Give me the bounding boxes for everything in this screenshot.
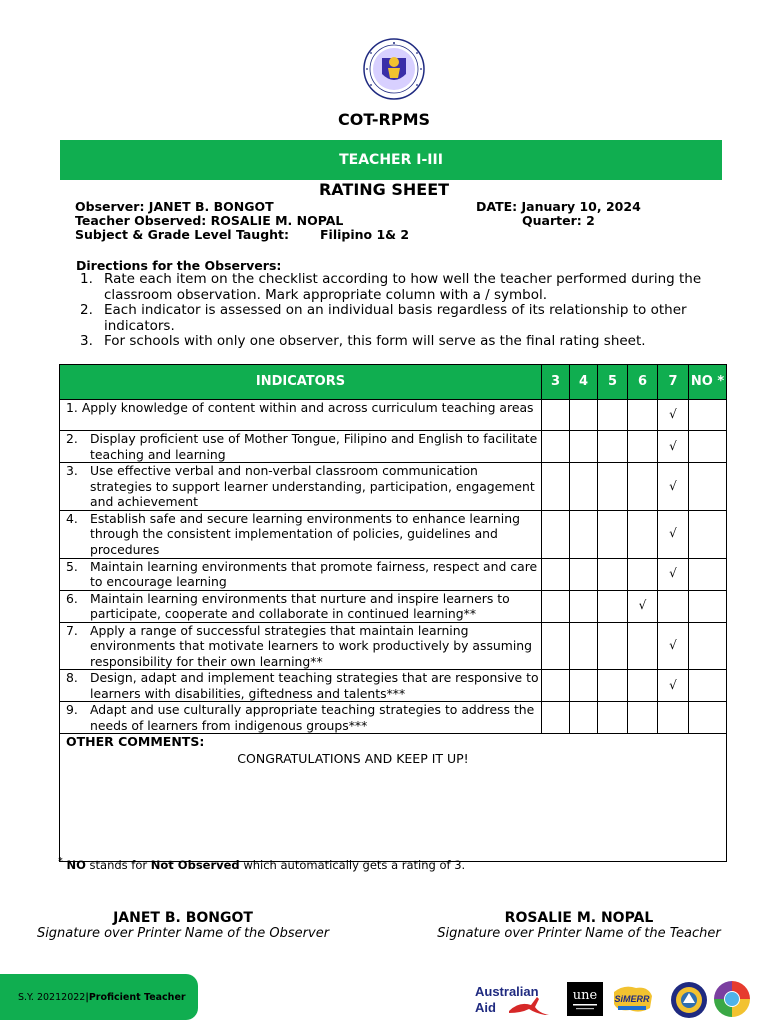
badge-separator: | — [85, 991, 89, 1003]
svg-text:SiMERR: SiMERR — [614, 994, 650, 1004]
australian-aid-logo — [475, 983, 555, 1017]
indicator-cell — [60, 510, 542, 558]
rating-cell-6 — [628, 670, 658, 702]
school-year: S.Y. 20212022 — [18, 991, 86, 1003]
indicator-cell — [60, 431, 542, 463]
header-indicators: INDICATORS — [60, 365, 542, 400]
indicator-cell — [60, 670, 542, 702]
rating-cell-no — [689, 510, 727, 558]
svg-text:une: une — [572, 988, 598, 1003]
indicator-text: Adapt and use culturally appropriate teaching strategies to address the needs of learners from indigenous groups*** — [90, 702, 535, 733]
rating-cell-4 — [570, 400, 598, 431]
rating-cell-5 — [598, 590, 628, 622]
rating-cell-5 — [598, 558, 628, 590]
rating-cell-7 — [658, 670, 689, 702]
rating-cell-no — [689, 463, 727, 511]
rating-cell-7 — [658, 400, 689, 431]
footnote-text-2: which automatically gets a rating of 3. — [239, 857, 466, 872]
indicator-number: 3. — [66, 463, 78, 478]
header-score-6: 6 — [628, 365, 658, 400]
rating-table — [59, 364, 727, 862]
rating-cell-5 — [598, 622, 628, 670]
rating-cell-3 — [542, 670, 570, 702]
footnote-no: NO — [66, 857, 86, 872]
comments-label: OTHER COMMENTS: — [66, 734, 205, 749]
rating-cell-7 — [658, 431, 689, 463]
rating-cell-6 — [628, 510, 658, 558]
rating-sheet-title: RATING SHEET — [318, 180, 450, 199]
footnote-star: * — [58, 856, 63, 867]
footnote-text-1: stands for — [85, 857, 151, 872]
footnote — [58, 856, 465, 872]
rating-cell-5 — [598, 670, 628, 702]
indicator-cell — [60, 702, 542, 734]
table-row — [60, 400, 727, 431]
teacher-role: Signature over Printer Name of the Teacher — [437, 926, 721, 941]
rating-cell-5 — [598, 400, 628, 431]
rating-cell-no — [689, 590, 727, 622]
teacher-name: ROSALIE M. NOPAL — [504, 910, 654, 926]
check-mark: √ — [669, 566, 677, 581]
indicator-number: 1. — [66, 400, 78, 415]
rating-cell-3 — [542, 702, 570, 734]
indicator-text: Apply knowledge of content within and across curriculum teaching areas — [81, 400, 534, 415]
rating-cell-7 — [658, 463, 689, 511]
rating-cell-3 — [542, 558, 570, 590]
indicator-number: 7. — [66, 622, 78, 638]
rating-cell-3 — [542, 510, 570, 558]
header-score-3: 3 — [542, 365, 570, 400]
direction-number: 2. — [80, 302, 93, 318]
rating-cell-4 — [570, 590, 598, 622]
check-mark: √ — [669, 407, 677, 422]
rating-cell-7 — [658, 590, 689, 622]
une-university-logo — [567, 982, 603, 1016]
rating-cell-3 — [542, 463, 570, 511]
indicator-text: Maintain learning environments that promote fairness, respect and care to encourage learning — [90, 558, 538, 589]
svg-text:Aid: Aid — [475, 1000, 496, 1015]
indicator-cell — [60, 622, 542, 670]
rating-cell-no — [689, 558, 727, 590]
indicator-text: Maintain learning environments that nurture and inspire learners to participate, cooperate and collaborate in continued learning** — [90, 590, 510, 621]
comments-text: CONGRATULATIONS AND KEEP IT UP! — [237, 750, 469, 766]
table-row — [60, 622, 727, 670]
check-mark: √ — [669, 677, 677, 692]
rating-cell-no — [689, 702, 727, 734]
rating-cell-5 — [598, 510, 628, 558]
teacher-observed-line: Teacher Observed: ROSALIE M. NOPAL — [75, 213, 344, 228]
deped-seal-logo — [356, 38, 432, 100]
indicator-number: 6. — [66, 590, 78, 606]
header-not-observed: NO * — [689, 365, 727, 400]
table-row — [60, 670, 727, 702]
table-row — [60, 431, 727, 463]
rating-cell-3 — [542, 622, 570, 670]
indicator-text: Use effective verbal and non-verbal classroom communication strategies to support learner understanding, participation, engagement and achievement — [90, 463, 535, 509]
date-line: DATE: January 10, 2024 — [476, 199, 641, 214]
table-row — [60, 702, 727, 734]
indicator-cell — [60, 590, 542, 622]
rating-cell-6 — [628, 400, 658, 431]
rating-cell-5 — [598, 431, 628, 463]
direction-number: 1. — [80, 271, 93, 287]
svg-text:Australian: Australian — [475, 984, 539, 999]
header-score-7: 7 — [658, 365, 689, 400]
rating-cell-6 — [628, 622, 658, 670]
observer-name: JANET B. BONGOT — [113, 910, 253, 926]
direction-text: Rate each item on the checklist according to how well the teacher performed during the classroom observation. Mark appropriate column with a / symbol. — [104, 271, 702, 303]
indicator-text: Apply a range of successful strategies that maintain learning environments that motivate learners to work productively by assuming responsibility for their own learning** — [90, 622, 532, 669]
rating-cell-no — [689, 670, 727, 702]
rating-cell-4 — [570, 702, 598, 734]
check-mark: √ — [669, 478, 677, 493]
direction-number: 3. — [80, 333, 93, 349]
rating-cell-5 — [598, 463, 628, 511]
indicator-number: 5. — [66, 558, 78, 574]
teacher-level: Proficient Teacher — [88, 991, 186, 1003]
footnote-not-observed: Not Observed — [150, 857, 240, 872]
rating-cell-6 — [628, 590, 658, 622]
direction-text: For schools with only one observer, this form will serve as the final rating sheet. — [104, 333, 646, 349]
rating-cell-7 — [658, 622, 689, 670]
table-row — [60, 463, 727, 511]
teacher-signature — [419, 910, 739, 941]
school-seal-logo — [670, 981, 708, 1019]
indicator-text: Design, adapt and implement teaching strategies that are responsive to learners with disabilities, giftedness and talents*** — [90, 670, 539, 701]
simerr-logo — [610, 982, 654, 1016]
direction-item — [80, 303, 730, 334]
table-row — [60, 590, 727, 622]
subject-value: Filipino 1& 2 — [320, 227, 410, 242]
observer-signature — [23, 910, 343, 941]
directions-title: Directions for the Observers: — [76, 258, 282, 273]
indicator-number: 2. — [66, 431, 78, 446]
school-year-badge — [0, 974, 198, 1020]
check-mark: √ — [669, 438, 677, 453]
indicator-cell — [60, 463, 542, 511]
check-mark: √ — [638, 598, 647, 613]
quarter-line: Quarter: 2 — [522, 213, 595, 228]
indicator-number: 9. — [66, 702, 78, 717]
partner-circle-logo — [712, 979, 752, 1019]
check-mark: √ — [669, 526, 677, 541]
indicator-number: 4. — [66, 510, 78, 526]
rating-cell-6 — [628, 702, 658, 734]
rating-cell-3 — [542, 590, 570, 622]
rating-cell-5 — [598, 702, 628, 734]
rating-cell-4 — [570, 510, 598, 558]
indicator-text: Establish safe and secure learning environments to enhance learning through the consistent implementation of policies, guidelines and procedures — [90, 510, 520, 557]
rating-cell-6 — [628, 431, 658, 463]
directions-list — [80, 272, 730, 350]
rating-cell-4 — [570, 431, 598, 463]
rating-cell-3 — [542, 400, 570, 431]
indicator-text: Display proficient use of Mother Tongue, Filipino and English to facilitate teaching and learning — [90, 431, 538, 462]
rating-cell-6 — [628, 558, 658, 590]
rating-cell-no — [689, 622, 727, 670]
header-score-5: 5 — [598, 365, 628, 400]
subject-label: Subject & Grade Level Taught: — [75, 227, 290, 242]
indicator-cell — [60, 400, 542, 431]
direction-item — [80, 334, 730, 350]
rating-cell-4 — [570, 558, 598, 590]
table-row — [60, 558, 727, 590]
comments-cell — [60, 734, 727, 862]
rating-cell-4 — [570, 622, 598, 670]
indicator-number: 8. — [66, 670, 78, 685]
rating-cell-no — [689, 431, 727, 463]
rating-cell-7 — [658, 558, 689, 590]
indicator-cell — [60, 558, 542, 590]
observer-role: Signature over Printer Name of the Observer — [36, 926, 330, 941]
rating-cell-7 — [658, 510, 689, 558]
observer-line: Observer: JANET B. BONGOT — [75, 199, 274, 214]
comments-row — [60, 734, 727, 862]
table-row — [60, 510, 727, 558]
header-score-4: 4 — [570, 365, 598, 400]
rating-cell-4 — [570, 463, 598, 511]
rating-cell-4 — [570, 670, 598, 702]
direction-text: Each indicator is assessed on an individual basis regardless of its relationship to other indicators. — [104, 302, 687, 334]
rating-cell-6 — [628, 463, 658, 511]
page-title: COT-RPMS — [337, 110, 431, 129]
check-mark: √ — [669, 638, 677, 652]
teacher-level-band: TEACHER I-III — [60, 140, 722, 180]
rating-cell-7 — [658, 702, 689, 734]
direction-item — [80, 272, 730, 303]
rating-cell-3 — [542, 431, 570, 463]
table-header-row — [60, 365, 727, 400]
rating-cell-no — [689, 400, 727, 431]
